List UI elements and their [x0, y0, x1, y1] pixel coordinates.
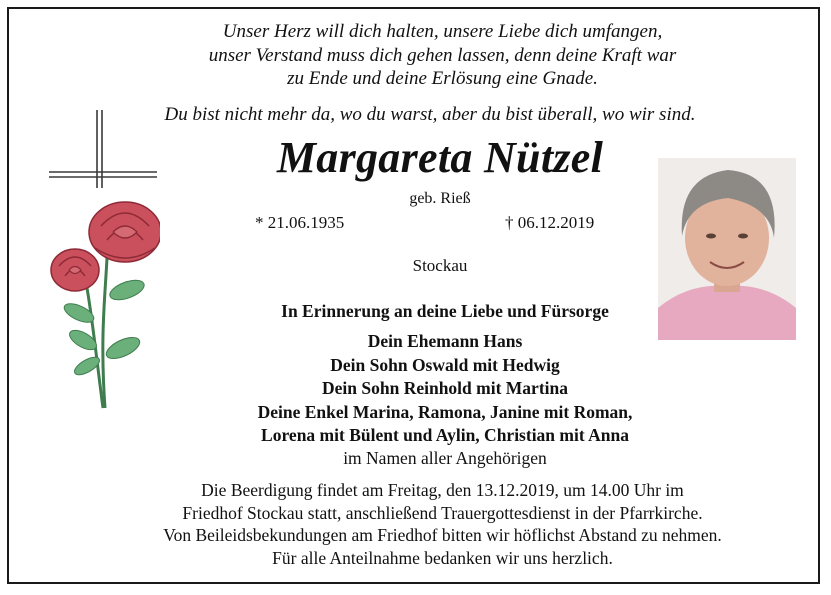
mourners-list — [150, 330, 740, 448]
deceased-name: Margareta Nützel — [276, 133, 604, 182]
memory-line: In Erinnerung an deine Liebe und Fürsorge — [281, 301, 609, 321]
mourner-line: Deine Enkel Marina, Ramona, Janine mit Roman, — [257, 401, 633, 422]
birth-date: * 21.06.1935 — [255, 213, 345, 232]
mourner-line: Dein Ehemann Hans — [367, 331, 523, 351]
verse-line: zu Ende und deine Erlösung eine Gnade. — [287, 68, 598, 89]
maiden-name: geb. Rieß — [409, 190, 471, 207]
notice-line: Die Beerdigung findet am Freitag, den 13.12.2019, um 14.00 Uhr im — [201, 480, 684, 500]
cross-with-roses-illustration — [45, 108, 160, 418]
verse-line: unser Verstand muss dich gehen lassen, denn deine Kraft war — [208, 44, 677, 66]
mourner-line: Dein Sohn Oswald mit Hedwig — [330, 354, 560, 375]
verse-line: Unser Herz will dich halten, unsere Liebe dich umfangen, — [222, 21, 663, 42]
hometown: Stockau — [412, 256, 468, 275]
roses-illustration — [51, 202, 160, 408]
mourner-line: Dein Sohn Reinhold mit Martina — [322, 378, 568, 398]
mourner-line: Lorena mit Bülent und Aylin, Christian mit Anna — [261, 425, 629, 445]
verse-closing-line: Du bist nicht mehr da, wo du warst, aber du bist überall, wo wir sind. — [164, 104, 696, 125]
notice-line: Friedhof Stockau statt, anschließend Trauergottesdienst in der Pfarrkirche. — [182, 502, 703, 523]
notice-line: Von Beileidsbekundungen am Friedhof bitten wir höflichst Abstand zu nehmen. — [163, 525, 722, 545]
funeral-notice — [60, 479, 825, 569]
verse — [150, 20, 735, 91]
cross-icon — [49, 110, 157, 188]
notice-line: Für alle Anteilnahme bedanken wir uns herzlich. — [272, 547, 613, 568]
death-date: † 06.12.2019 — [505, 213, 595, 232]
relatives-line: im Namen aller Angehörigen — [343, 448, 547, 468]
